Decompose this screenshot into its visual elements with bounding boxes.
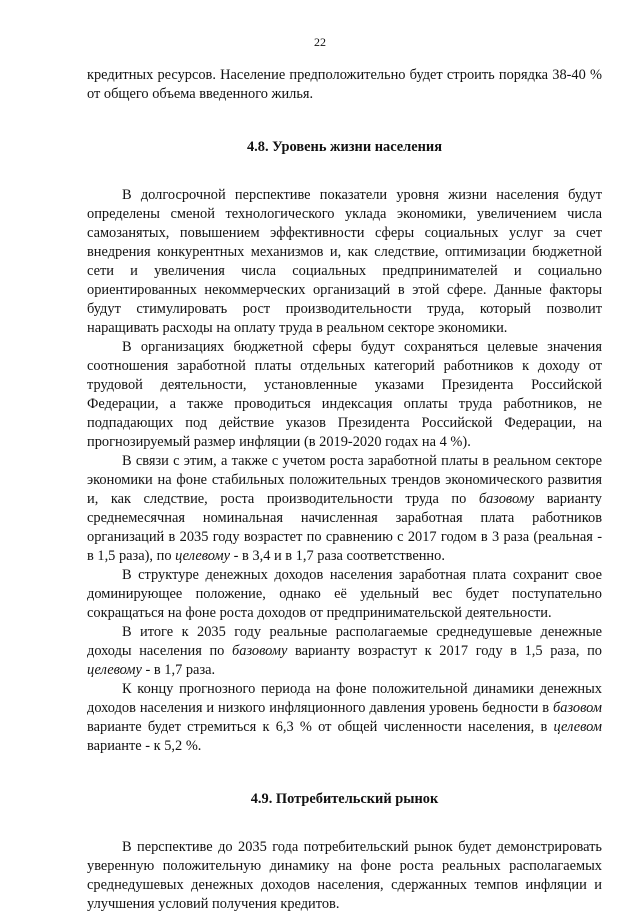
base-variant-term: базовом (553, 700, 602, 716)
target-variant-term: целевому (175, 548, 231, 564)
page-content (87, 66, 602, 914)
page-number: 22 (314, 35, 326, 49)
base-variant-term: базовому (478, 491, 535, 507)
living-standards-paragraph-2: В организациях бюджетной сферы будут сохраняться целевые значения соотношения заработной платы отдельных категорий работников к доходу от трудовой деятельности, установленные указами Президента Российской Федерации, а также проводиться индексация оплаты труда работников, не подпадающих под действие указов Президента Российской Федерации, на прогнозируемый размер инфляции (в 2019-2020 годах на 4 %). (87, 339, 602, 450)
consumer-market-paragraph-1: В перспективе до 2035 года потребительский рынок будет демонстрировать уверенную положительную динамику на фоне роста реальных располагаемых среднедушевых денежных доходов населения, сдержанных темпов инфляции и улучшения условий получения кредитов. (87, 839, 602, 912)
target-variant-term: целевому (87, 662, 142, 678)
living-standards-paragraph-4: В структуре денежных доходов населения заработная плата сохранит свое доминирующее положение, однако её удельный вес будет поступательно сокращаться на фоне роста доходов от предпринимательской деятельности. (87, 567, 602, 621)
section-4-9-heading: 4.9. Потребительский рынок (250, 791, 439, 807)
living-standards-paragraph-1: В долгосрочной перспективе показатели уровня жизни населения будут определены сменой технологического уклада экономики, увеличением числа самозанятых, повышением эффективности сферы социальных услуг за счет внедрения конкурентных механизмов и, как следствие, оптимизации бюджетной сети и увеличения числа социальных предпринимателей и социально ориентированных некоммерческих организаций в этой сфере. Данные факторы будут стимулировать рост производительности труда, который позволит наращивать расходы на оплату труда в реальном секторе экономики. (87, 187, 602, 336)
living-standards-paragraph-5: В итоге к 2035 году реальные располагаемые среднедушевые денежные доходы населения по базовому варианту возрастут к 2017 году в 1,5 раза, по целевому - в 1,7 раза. (87, 624, 602, 678)
target-variant-term: целевом (553, 719, 602, 735)
section-4-8-heading: 4.8. Уровень жизни населения (246, 139, 443, 155)
living-standards-paragraph-3: В связи с этим, а также с учетом роста заработной платы в реальном секторе экономики на фоне стабильных положительных трендов экономического развития и, как следствие, роста производительности труда по базовому варианту среднемесячная номинальная начисленная заработная плата работников организаций в 2035 году возрастет по сравнению с 2017 годом в 3 раза (реальная - в 1,5 раза), по целевому - в 3,4 и в 1,7 раза соответственно. (87, 453, 602, 564)
base-variant-term: базовому (232, 643, 288, 659)
living-standards-paragraph-6: К концу прогнозного периода на фоне положительной динамики денежных доходов населения и низкого инфляционного давления уровень бедности в базовом варианте будет стремиться к 6,3 % от общей численности населения, в целевом варианте - к 5,2 %. (87, 681, 602, 754)
intro-paragraph: кредитных ресурсов. Население предположительно будет строить порядка 38-40 % от общего объема введенного жилья. (87, 67, 602, 102)
